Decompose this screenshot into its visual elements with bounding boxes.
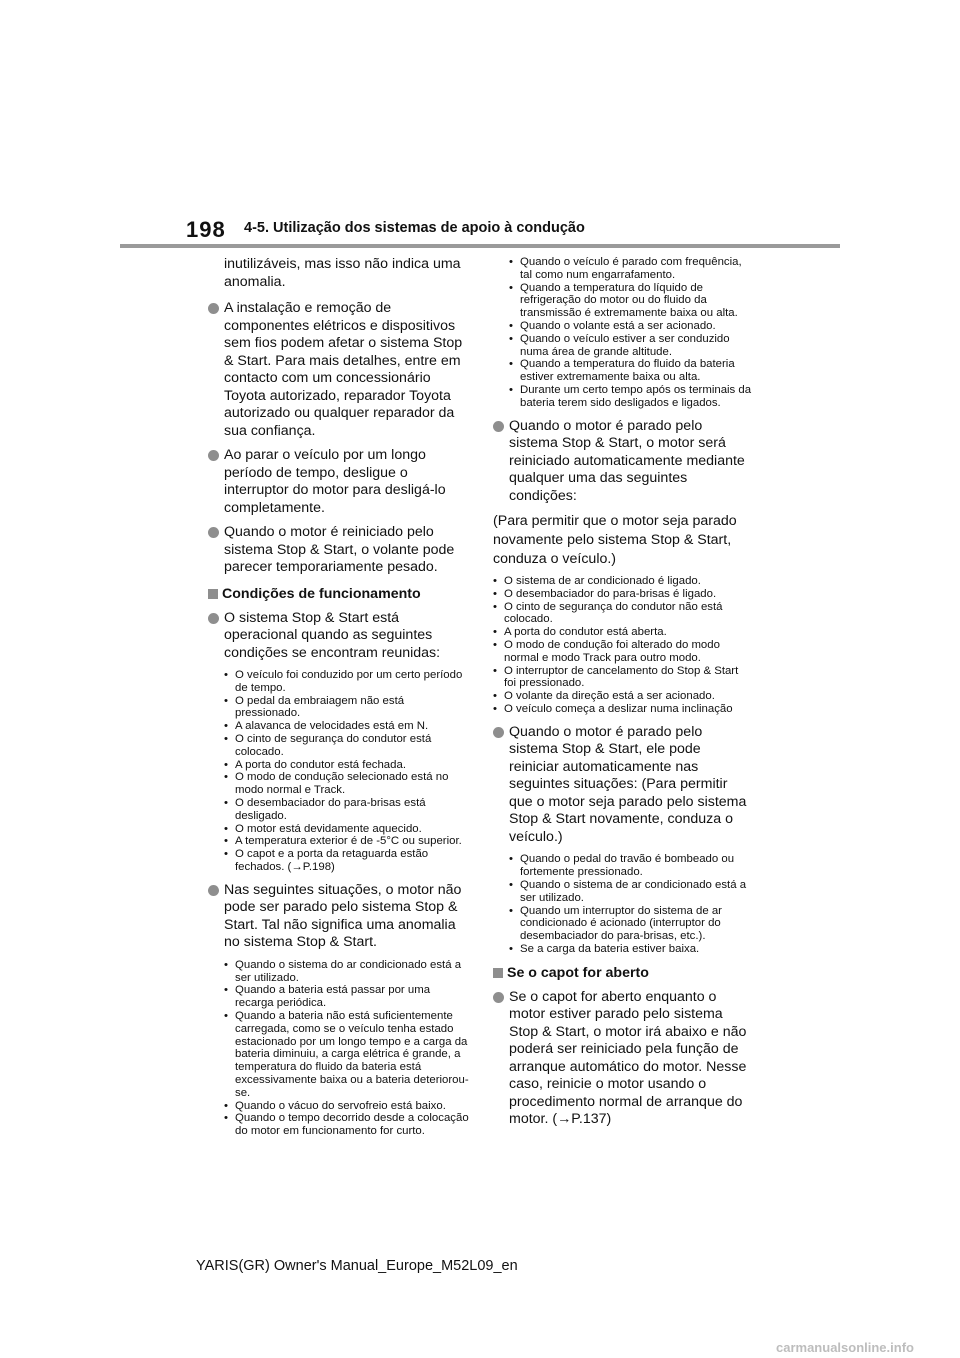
situations-list	[208, 959, 470, 1138]
list-item: • Quando o pedal do travão é bombeado ou fortemente pressionado.	[509, 853, 753, 879]
note-item: O sistema Stop & Start está operacional quando as seguintes condições se encontram reunidas:	[208, 610, 470, 663]
list-item: • Quando a bateria não está suficientemente carregada, como se o veículo tenha estado estacionado por um longo tempo e a carga da bateria diminuiu, a carga elétrica é grande, a temperatura do fluido da bateria está excessivamente baixa ou a bateria deteriorou-se.	[224, 1010, 470, 1100]
list-item: • Quando o veículo estiver a ser conduzido numa área de grande altitude.	[509, 333, 753, 359]
bullet-dot-icon	[493, 992, 504, 1003]
list-item: • Quando um interruptor do sistema de ar condicionado é acionado (interruptor do desembaciador do para-brisas, etc.).	[509, 905, 753, 943]
list-item: • A temperatura exterior é de -5°C ou superior.	[224, 835, 470, 848]
conditions-list	[208, 669, 470, 874]
page-number: 198	[186, 217, 226, 242]
list-item: • O volante da direção está a ser acionado.	[493, 690, 753, 703]
restart-conditions-list	[493, 575, 753, 716]
list-item: • O desembaciador do para-brisas está desligado.	[224, 797, 470, 823]
bullet-dot-icon	[208, 303, 219, 314]
continued-paragraph: inutilizáveis, mas isso não indica uma anomalia.	[224, 256, 461, 290]
list-item: • Quando o vácuo do servofreio está baixo.	[224, 1100, 470, 1113]
list-item: • O sistema de ar condicionado é ligado.	[493, 575, 753, 588]
list-item: • Durante um certo tempo após os terminais da bateria terem sido desligados e ligados.	[509, 384, 753, 410]
section-heading: Se o capot for aberto	[493, 964, 753, 982]
bullet-dot-icon	[208, 527, 219, 538]
list-item: • O veículo começa a deslizar numa inclinação	[493, 703, 753, 716]
left-column	[208, 256, 470, 1146]
note-item: Quando o motor é reiniciado pelo sistema Stop & Start, o volante pode parecer temporariamente pesado.	[208, 524, 470, 577]
note-item: Quando o motor é parado pelo sistema Stop & Start, o motor será reiniciado automaticamente mediante qualquer uma das seguintes condições:	[493, 418, 753, 506]
note-item: Nas seguintes situações, o motor não pode ser parado pelo sistema Stop & Start. Tal não significa uma anomalia no sistema Stop & Start.	[208, 882, 470, 952]
list-item: • O cinto de segurança do condutor está colocado.	[224, 733, 470, 759]
note-item: Se o capot for aberto enquanto o motor estiver parado pelo sistema Stop & Start, o motor irá abaixo e não poderá ser reiniciado pela função de arranque automático do motor. Nesse caso, reinicie o motor usando o procedimento normal de arranque do motor. (→P.137)	[493, 989, 753, 1129]
list-item: • O interruptor de cancelamento do Stop & Start foi pressionado.	[493, 665, 753, 691]
list-item: • Quando a temperatura do líquido de refrigeração do motor ou do fluido da transmissão é extremamente baixa ou alta.	[509, 282, 753, 320]
section-heading: Condições de funcionamento	[208, 585, 470, 603]
list-item: • Quando o tempo decorrido desde a colocação do motor em funcionamento for curto.	[224, 1112, 470, 1138]
section-title: 4-5. Utilização dos sistemas de apoio à condução	[244, 220, 585, 236]
situations-list-continued	[493, 256, 753, 410]
header-rule	[120, 244, 840, 248]
bullet-dot-icon	[208, 885, 219, 896]
list-item: • O desembaciador do para-brisas é ligado.	[493, 588, 753, 601]
list-item: • Quando o volante está a ser acionado.	[509, 320, 753, 333]
watermark: carmanualsonline.info	[776, 1340, 914, 1355]
auto-restart-list	[493, 853, 753, 955]
list-item: • O capot e a porta da retaguarda estão fechados. (→P.198)	[224, 848, 470, 874]
list-item: • Quando a temperatura do fluido da bateria estiver extremamente baixa ou alta.	[509, 358, 753, 384]
list-item: • Quando o sistema de ar condicionado está a ser utilizado.	[509, 879, 753, 905]
list-item: • Quando o veículo é parado com frequência, tal como num engarrafamento.	[509, 256, 753, 282]
bullet-dot-icon	[493, 727, 504, 738]
restart-note: (Para permitir que o motor seja parado novamente pelo sistema Stop & Start, conduza o veículo.)	[493, 513, 737, 568]
note-item: A instalação e remoção de componentes elétricos e dispositivos sem fios podem afetar o sistema Stop & Start. Para mais detalhes, entre em contacto com um concessionário Toyota autorizado, reparador Toyota autorizado ou qualquer reparador da sua confiança.	[208, 300, 470, 440]
list-item: • A porta do condutor está aberta.	[493, 626, 753, 639]
list-item: • O motor está devidamente aquecido.	[224, 823, 470, 836]
list-item: • A alavanca de velocidades está em N.	[224, 720, 470, 733]
note-item: Quando o motor é parado pelo sistema Stop & Start, ele pode reiniciar automaticamente nas seguintes situações: (Para permitir que o motor seja parado pelo sistema Stop & Start novamente, conduza o veículo.)	[493, 724, 753, 847]
page-header	[0, 0, 960, 250]
bullet-dot-icon	[208, 450, 219, 461]
bullet-dot-icon	[208, 613, 219, 624]
list-item: • O pedal da embraiagem não está pressionado.	[224, 695, 470, 721]
list-item: • O modo de condução foi alterado do modo normal e modo Track para outro modo.	[493, 639, 753, 665]
list-item: • O veículo foi conduzido por um certo período de tempo.	[224, 669, 470, 695]
list-item: • Quando a bateria está passar por uma recarga periódica.	[224, 984, 470, 1010]
list-item: • Se a carga da bateria estiver baixa.	[509, 943, 753, 956]
list-item: • A porta do condutor está fechada.	[224, 759, 470, 772]
note-item: Ao parar o veículo por um longo período de tempo, desligue o interruptor do motor para desligá-lo completamente.	[208, 447, 470, 517]
right-column	[493, 256, 753, 1136]
list-item: • Quando o sistema do ar condicionado está a ser utilizado.	[224, 959, 470, 985]
square-marker-icon	[208, 589, 218, 599]
bullet-dot-icon	[493, 421, 504, 432]
square-marker-icon	[493, 968, 503, 978]
list-item: • O modo de condução selecionado está no modo normal e Track.	[224, 771, 470, 797]
list-item: • O cinto de segurança do condutor não está colocado.	[493, 601, 753, 627]
page-footer: YARIS(GR) Owner's Manual_Europe_M52L09_en	[196, 1258, 518, 1274]
